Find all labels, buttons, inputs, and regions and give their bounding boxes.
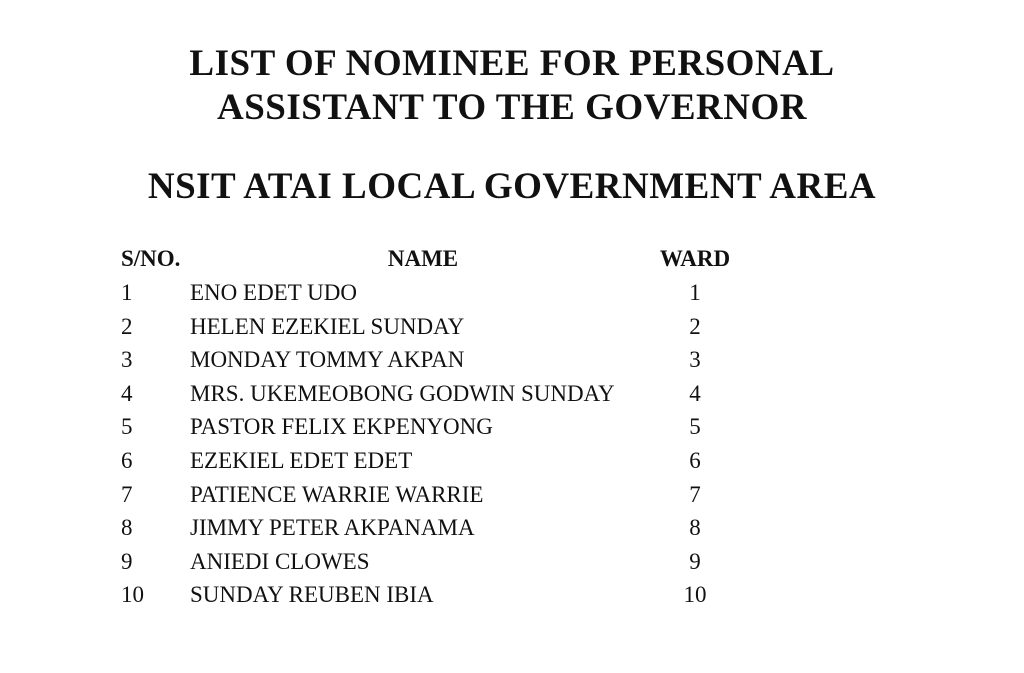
table-row bbox=[0, 414, 1024, 448]
row-ward: 3 bbox=[689, 347, 701, 373]
row-name: EZEKIEL EDET EDET bbox=[190, 447, 413, 473]
row-sno: 9 bbox=[121, 548, 133, 574]
row-sno: 4 bbox=[121, 380, 133, 406]
row-sno: 3 bbox=[121, 347, 133, 373]
row-name: JIMMY PETER AKPANAMA bbox=[190, 515, 475, 541]
table-row bbox=[0, 448, 1024, 482]
row-name: MONDAY TOMMY AKPAN bbox=[190, 347, 465, 373]
row-ward: 2 bbox=[689, 313, 701, 339]
table-row bbox=[0, 280, 1024, 314]
table-row bbox=[0, 515, 1024, 549]
table-row bbox=[0, 381, 1024, 415]
row-name: HELEN EZEKIEL SUNDAY bbox=[190, 313, 465, 339]
row-sno: 1 bbox=[121, 280, 133, 305]
row-name: PASTOR FELIX EKPENYONG bbox=[190, 414, 493, 440]
row-name: ENO EDET UDO bbox=[190, 280, 357, 305]
row-name: MRS. UKEMEOBONG GODWIN SUNDAY bbox=[190, 380, 615, 406]
column-header-name: NAME bbox=[387, 246, 459, 271]
row-sno: 8 bbox=[121, 515, 133, 541]
row-name: SUNDAY REUBEN IBIA bbox=[190, 582, 434, 608]
row-ward: 7 bbox=[689, 481, 701, 507]
row-sno: 5 bbox=[121, 414, 133, 440]
column-header-ward: WARD bbox=[659, 246, 731, 271]
document-subtitle: NSIT ATAI LOCAL GOVERNMENT AREA bbox=[147, 166, 877, 207]
document-title-line-1: LIST OF NOMINEE FOR PERSONAL bbox=[189, 43, 835, 84]
row-ward: 1 bbox=[689, 280, 701, 305]
table-row bbox=[0, 314, 1024, 348]
row-sno: 10 bbox=[121, 582, 144, 608]
row-name: PATIENCE WARRIE WARRIE bbox=[190, 481, 484, 507]
row-ward: 10 bbox=[683, 582, 707, 608]
row-ward: 5 bbox=[689, 414, 701, 440]
row-ward: 4 bbox=[689, 380, 701, 406]
row-sno: 7 bbox=[121, 481, 133, 507]
row-ward: 8 bbox=[689, 515, 701, 541]
row-sno: 2 bbox=[121, 313, 133, 339]
table-row bbox=[0, 482, 1024, 516]
row-name: ANIEDI CLOWES bbox=[190, 548, 370, 574]
table-body bbox=[0, 280, 1024, 616]
row-ward: 9 bbox=[689, 548, 701, 574]
table-row bbox=[0, 549, 1024, 583]
column-header-sno: S/NO. bbox=[121, 246, 181, 271]
row-sno: 6 bbox=[121, 447, 133, 473]
table-row bbox=[0, 347, 1024, 381]
document-title-line-2: ASSISTANT TO THE GOVERNOR bbox=[217, 87, 807, 128]
table-row bbox=[0, 582, 1024, 616]
row-ward: 6 bbox=[689, 447, 701, 473]
